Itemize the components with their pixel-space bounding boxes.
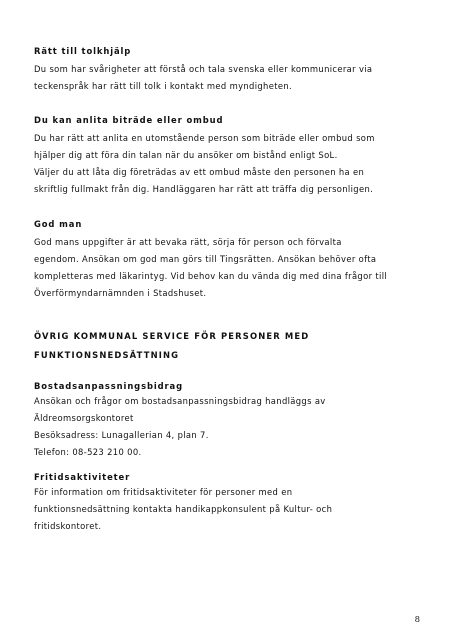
section-heading: Bostadsanpassningsbidrag bbox=[34, 381, 183, 391]
section-fritidsaktiviteter bbox=[34, 471, 424, 535]
section-bostadsanpassning bbox=[34, 380, 424, 461]
body-line: Du har rätt att anlita en utomstående person som biträde eller ombud som bbox=[34, 133, 375, 143]
body-line: Telefon: 08-523 210 00. bbox=[34, 446, 142, 457]
section-heading: Rätt till tolkhjälp bbox=[34, 46, 132, 56]
body-line: funktionsnedsättning kontakta handikappkonsulent på Kultur- och bbox=[34, 503, 333, 514]
body-line: Överförmyndarnämnden i Stadshuset. bbox=[34, 287, 207, 298]
section-god-man bbox=[34, 218, 424, 302]
section-tolkhjalp bbox=[34, 45, 424, 95]
main-heading-line: FUNKTIONSNEDSÄTTNING bbox=[34, 350, 180, 360]
body-line: kompletteras med läkarintyg. Vid behov kan du vända dig med dina frågor till bbox=[34, 270, 388, 281]
body-line: egendom. Ansökan om god man görs till Tingsrätten. Ansökan behöver ofta bbox=[34, 253, 377, 264]
body-line: Väljer du att låta dig företrädas av ett ombud måste den personen ha en bbox=[34, 166, 365, 177]
body-line: skriftlig fullmakt från dig. Handläggaren har rätt att träffa dig personligen. bbox=[34, 183, 374, 194]
main-heading-line: ÖVRIG KOMMUNAL SERVICE FÖR PERSONER MED bbox=[34, 331, 310, 341]
body-line: Besöksadress: Lunagallerian 4, plan 7. bbox=[34, 429, 209, 440]
body-line: För information om fritidsaktiviteter för personer med en bbox=[34, 487, 293, 497]
section-heading: God man bbox=[34, 219, 83, 229]
page-number: 8 bbox=[414, 615, 420, 625]
body-line: Äldreomsorgskontoret bbox=[34, 412, 134, 423]
main-heading bbox=[34, 327, 424, 365]
body-line: hjälper dig att föra din talan när du ansöker om bistånd enligt SoL. bbox=[34, 149, 338, 160]
section-heading: Fritidsaktiviteter bbox=[34, 472, 131, 482]
body-line: fritidskontoret. bbox=[34, 520, 102, 531]
body-line: Ansökan och frågor om bostadsanpassningsbidrag handläggs av bbox=[34, 396, 326, 406]
body-line: Du som har svårigheter att förstå och tala svenska eller kommunicerar via bbox=[34, 64, 373, 74]
section-heading: Du kan anlita biträde eller ombud bbox=[34, 115, 224, 125]
section-bitrade-ombud bbox=[34, 114, 424, 198]
body-line: God mans uppgifter är att bevaka rätt, sörja för person och förvalta bbox=[34, 237, 342, 247]
body-line: teckenspråk har rätt till tolk i kontakt med myndigheten. bbox=[34, 80, 293, 91]
